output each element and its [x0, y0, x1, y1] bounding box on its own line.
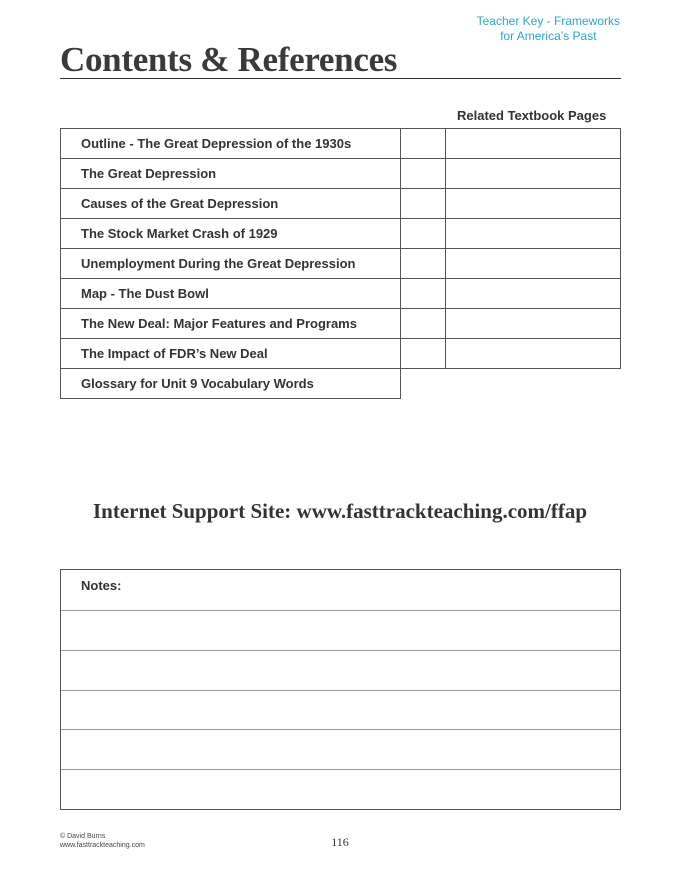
page-range-cell: [445, 338, 621, 369]
page-range-cell: [445, 128, 621, 159]
contents-row: [60, 219, 621, 249]
notes-line: [61, 690, 620, 691]
contents-item-label: Map - The Dust Bowl: [60, 278, 401, 309]
contents-row: [60, 339, 621, 369]
contents-item-label: The New Deal: Major Features and Programs: [60, 308, 401, 339]
contents-item-label: Unemployment During the Great Depression: [60, 248, 401, 279]
contents-item-label: The Impact of FDR’s New Deal: [60, 338, 401, 369]
contents-item-label: Glossary for Unit 9 Vocabulary Words: [60, 368, 401, 399]
page-title: Contents & References: [60, 40, 398, 79]
page-number-cell: [400, 158, 446, 189]
notes-line: [61, 650, 620, 651]
footer-website: www.fasttrackteaching.com: [60, 842, 145, 849]
contents-row: [60, 249, 621, 279]
contents-item-label: The Great Depression: [60, 158, 401, 189]
page-range-cell: [445, 248, 621, 279]
contents-row: [60, 129, 621, 159]
notes-line: [61, 769, 620, 770]
page-number-cell: [400, 218, 446, 249]
contents-row: [60, 159, 621, 189]
page-number-cell: [400, 308, 446, 339]
page-range-cell: [445, 278, 621, 309]
page-number-cell: [400, 128, 446, 159]
page-range-cell: [445, 218, 621, 249]
title-underline: [60, 78, 621, 79]
contents-row: [60, 279, 621, 309]
page-number-cell: [400, 188, 446, 219]
contents-row: [60, 369, 621, 399]
notes-line: [61, 610, 620, 611]
contents-item-label: The Stock Market Crash of 1929: [60, 218, 401, 249]
contents-row: [60, 189, 621, 219]
notes-box: [60, 569, 621, 810]
related-pages-header: Related Textbook Pages: [457, 108, 607, 123]
contents-table: [60, 129, 621, 399]
page-range-cell: [445, 188, 621, 219]
teacher-key-line1: Teacher Key - Frameworks: [476, 14, 620, 28]
page-number: 116: [331, 835, 349, 849]
contents-row: [60, 309, 621, 339]
page-number-cell: [400, 248, 446, 279]
notes-line: [61, 729, 620, 730]
page-number-cell: [400, 338, 446, 369]
teacher-key-label: [477, 14, 620, 44]
page-range-cell: [445, 308, 621, 339]
page-number-cell: [400, 278, 446, 309]
internet-support-site: Internet Support Site: www.fasttrackteaching.com/ffap: [92, 499, 588, 523]
page-range-cell: [445, 158, 621, 189]
footer-copyright: © David Burns: [60, 833, 106, 840]
notes-label: Notes:: [81, 578, 122, 593]
teacher-key-line2: for America’s Past: [500, 29, 597, 43]
contents-item-label: Outline - The Great Depression of the 1930s: [60, 128, 401, 159]
contents-item-label: Causes of the Great Depression: [60, 188, 401, 219]
